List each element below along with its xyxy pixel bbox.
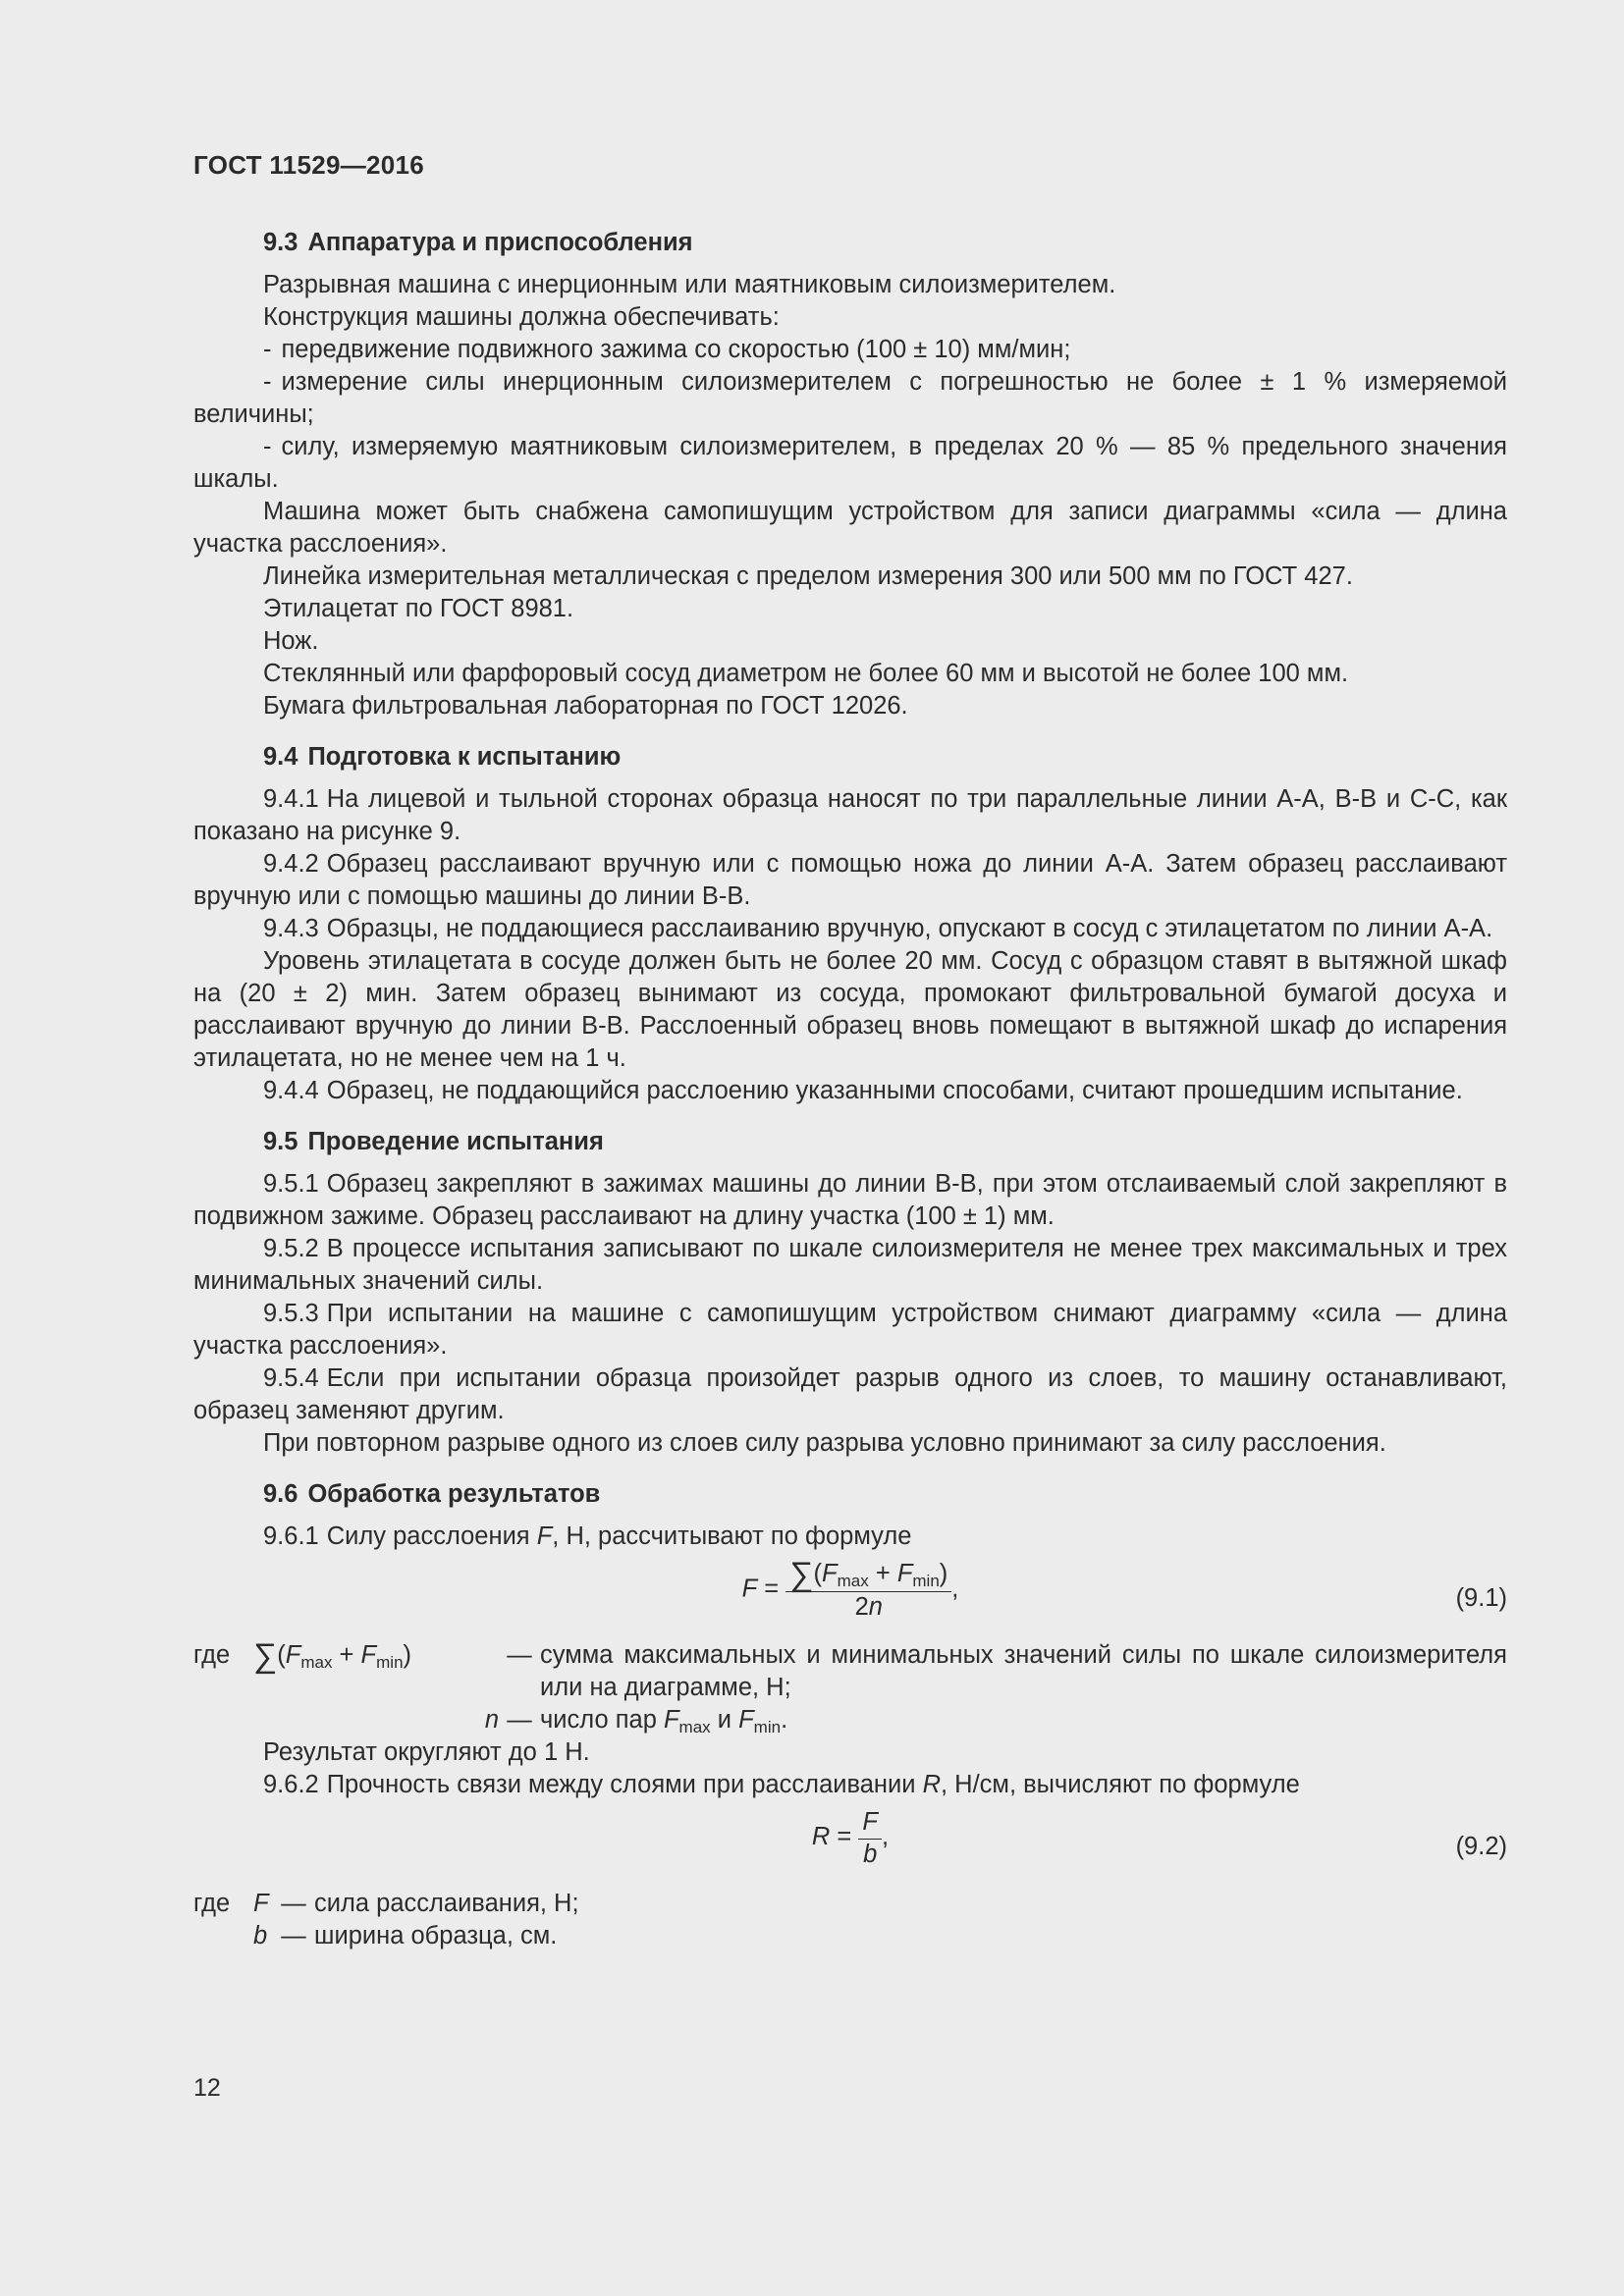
page-content: [193, 149, 1507, 1952]
legend-row: [193, 1920, 1507, 1952]
list-item: [193, 366, 1507, 431]
numerator: [785, 1556, 951, 1593]
equation-number: (9.1): [1455, 1584, 1507, 1612]
formula-comma: ,: [951, 1575, 959, 1603]
clause-9-4-3: [193, 913, 1507, 945]
symbol-F: F: [862, 1808, 878, 1836]
clause-number: 9.6.1: [263, 1522, 319, 1550]
em-dash: —: [507, 1706, 532, 1734]
symbol-F: F: [536, 1522, 553, 1550]
subscript-min: min: [753, 1718, 782, 1736]
clause-number: 9.4.3: [263, 915, 319, 942]
symbol-b: b: [253, 1922, 268, 1949]
legend-row: [193, 1639, 1507, 1704]
clause-number: 9.5.4: [263, 1364, 319, 1392]
symbol-F: F: [253, 1890, 269, 1917]
formula-body: [193, 1807, 1507, 1869]
fraction: [858, 1807, 882, 1869]
standard-header: ГОСТ 11529—2016: [193, 150, 425, 180]
section-heading-9-3: [263, 227, 1507, 259]
clause-text: , Н/см, вычисляют по формуле: [941, 1771, 1300, 1798]
clause-number: 9.6.2: [263, 1771, 319, 1798]
subscript-min: min: [376, 1653, 404, 1672]
paragraph: Стеклянный или фарфоровый сосуд диаметром не более 60 мм и высотой не более 100 мм.: [263, 660, 1349, 687]
symbol-F: F: [738, 1706, 754, 1734]
clause-text: Образец, не поддающийся расслоению указанными способами, считают прошедшим испытание.: [326, 1077, 1463, 1104]
section-title: Аппаратура и приспособления: [307, 229, 693, 256]
text: и: [710, 1706, 739, 1734]
legend-symbol: [253, 1704, 499, 1736]
symbol-b: b: [863, 1841, 878, 1868]
clause-text: Образец расслаивают вручную или с помощью ножа до линии А-А. Затем образец расслаивают вручную или с помощью машины до линии В-В.: [193, 850, 1507, 910]
plus-sign: +: [339, 1641, 354, 1669]
equals-sign: =: [764, 1575, 780, 1603]
list-item: [193, 334, 1507, 366]
clause-9-5-3: [193, 1298, 1507, 1362]
clause-text: Прочность связи между слоями при расслаивании: [326, 1771, 923, 1798]
list-bullet: -: [263, 433, 272, 460]
clause-text: На лицевой и тыльной сторонах образца наносят по три параллельные линии А-А, В-В и С-С, как показано на рисунке 9.: [193, 785, 1507, 845]
clause-text: , Н, рассчитывают по формуле: [552, 1522, 912, 1550]
clause-9-5-1: [193, 1168, 1507, 1233]
clause-9-5-4: [193, 1362, 1507, 1427]
denominator: [785, 1592, 951, 1622]
symbol-F: F: [285, 1641, 301, 1669]
paragraph: Уровень этилацетата в сосуде должен быть не более 20 мм. Сосуд с образцом ставят в вытяжной шкаф на (20 ± 2) мин. Затем образец вынимают из сосуда, промокают фильтровальной бумагой досуха и расслаивают вручную до линии В-В. Расслоенный образец вновь помещают в вытяжной шкаф до испарения этилацетата, но не менее чем на 1 ч.: [193, 947, 1507, 1072]
formula-legend-9-1: [193, 1639, 1507, 1736]
paren: ): [403, 1641, 412, 1669]
formula-comma: ,: [882, 1823, 890, 1851]
numerator: [858, 1807, 882, 1840]
em-dash: —: [507, 1641, 532, 1669]
section-title: Подготовка к испытанию: [307, 743, 622, 771]
clause-9-5-2: [193, 1233, 1507, 1298]
sum-symbol: ∑: [253, 1637, 278, 1675]
symbol-F: F: [822, 1560, 838, 1587]
clause-number: 9.4.2: [263, 850, 319, 878]
legend-text: сумма максимальных и минимальных значений силы по шкале силоизмерителя или на диаграмме, Н;: [540, 1641, 1507, 1701]
clause-9-6-2: [193, 1769, 1507, 1801]
symbol-R: R: [922, 1771, 942, 1798]
clause-text: Образцы, не поддающиеся расслаиванию вручную, опускают в сосуд с этилацетатом по линии А-А.: [326, 915, 1493, 942]
clause-text: В процессе испытания записывают по шкале силоизмерителя не менее трех максимальных и трех минимальных значений силы.: [193, 1235, 1507, 1295]
formula-lhs: R: [811, 1823, 831, 1851]
list-item-text: силу, измеряемую маятниковым силоизмерителем, в пределах 20 % — 85 % предельного значения шкалы.: [193, 433, 1507, 493]
clause-9-4-1: [193, 783, 1507, 848]
where-label: где: [193, 1641, 231, 1669]
section-number: 9.4: [263, 743, 298, 771]
clause-number: 9.5.2: [263, 1235, 319, 1262]
subscript-max: max: [837, 1572, 869, 1590]
clause-number: 9.5.3: [263, 1300, 319, 1327]
subscript-min: min: [912, 1572, 940, 1590]
fraction: [785, 1556, 951, 1622]
list-item: [193, 431, 1507, 496]
formula-9-2: [193, 1807, 1507, 1884]
paragraph: Линейка измерительная металлическая с пределом измерения 300 или 500 мм по ГОСТ 427.: [263, 562, 1353, 590]
paragraph: При повторном разрыве одного из слоев силу разрыва условно принимают за силу расслоения.: [263, 1429, 1386, 1457]
subscript-max: max: [678, 1718, 711, 1736]
paragraph: Машина может быть снабжена самопишущим устройством для записи диаграммы «сила — длина участка расслоения».: [193, 498, 1507, 558]
clause-9-6-1: [193, 1521, 1507, 1553]
paren: (: [813, 1560, 823, 1587]
clause-9-4-2: [193, 848, 1507, 913]
text: число пар: [540, 1706, 664, 1734]
sum-symbol: ∑: [789, 1556, 814, 1593]
clause-text: Образец закрепляют в зажимах машины до линии В-В, при этом отслаиваемый слой закрепляют в подвижном зажиме. Образец расслаивают на длину участка (100 ± 1) мм.: [193, 1170, 1507, 1230]
paragraph: Результат округляют до 1 Н.: [263, 1738, 590, 1766]
symbol-F: F: [360, 1641, 377, 1669]
denominator: [858, 1840, 882, 1869]
formula-legend-9-2: [193, 1888, 1507, 1952]
text: .: [781, 1706, 788, 1734]
equals-sign: =: [837, 1823, 852, 1851]
section-heading-9-6: [263, 1478, 1507, 1511]
legend-text: [540, 1704, 1507, 1736]
legend-symbol: [253, 1888, 273, 1920]
legend-row: [193, 1704, 1507, 1736]
symbol-F: F: [896, 1560, 913, 1587]
formula-lhs: F: [741, 1575, 758, 1603]
legend-text: сила расслаивания, Н;: [314, 1890, 579, 1917]
em-dash: —: [281, 1890, 306, 1917]
list-bullet: -: [263, 336, 272, 363]
symbol-n: n: [484, 1706, 499, 1734]
legend-symbol: [253, 1639, 499, 1673]
plus-sign: +: [875, 1560, 891, 1587]
paragraph: Нож.: [263, 627, 319, 655]
clause-number: 9.5.1: [263, 1170, 319, 1198]
equation-number: (9.2): [1455, 1833, 1507, 1860]
clause-9-4-4: [193, 1075, 1507, 1107]
page-number: 12: [193, 2074, 221, 2102]
paragraph: Этилацетат по ГОСТ 8981.: [263, 595, 574, 622]
subscript-max: max: [300, 1653, 333, 1672]
symbol-n: n: [868, 1593, 883, 1621]
section-heading-9-4: [263, 741, 1507, 774]
where-label: где: [193, 1890, 231, 1917]
denominator-coefficient: 2: [854, 1593, 869, 1621]
section-number: 9.3: [263, 229, 298, 256]
paren: ): [939, 1560, 948, 1587]
em-dash: —: [281, 1922, 306, 1949]
paren: (: [277, 1641, 286, 1669]
section-title: Обработка результатов: [307, 1480, 601, 1508]
list-item-text: измерение силы инерционным силоизмерителем с погрешностью не более ± 1 % измеряемой величины;: [193, 368, 1507, 428]
paragraph: Бумага фильтровальная лабораторная по ГОСТ 12026.: [263, 692, 908, 720]
list-item-text: передвижение подвижного зажима со скоростью (100 ± 10) мм/мин;: [281, 336, 1071, 363]
clause-text: Силу расслоения: [326, 1522, 537, 1550]
section-title: Проведение испытания: [307, 1128, 604, 1155]
formula-body: [193, 1556, 1507, 1622]
clause-number: 9.4.4: [263, 1077, 319, 1104]
list-bullet: -: [263, 368, 272, 396]
symbol-F: F: [663, 1706, 679, 1734]
clause-text: Если при испытании образца произойдет разрыв одного из слоев, то машину останавливают, образец заменяют другим.: [193, 1364, 1507, 1424]
clause-number: 9.4.1: [263, 785, 319, 813]
section-number: 9.6: [263, 1480, 298, 1508]
paragraph: Конструкция машины должна обеспечивать:: [263, 303, 780, 331]
section-heading-9-5: [263, 1126, 1507, 1158]
legend-text: ширина образца, см.: [314, 1922, 558, 1949]
formula-9-1: [193, 1556, 1507, 1635]
legend-row: [193, 1888, 1507, 1920]
clause-text: При испытании на машине с самопишущим устройством снимают диаграмму «сила — длина участка расслоения».: [193, 1300, 1507, 1360]
legend-symbol: [253, 1920, 273, 1952]
paragraph: Разрывная машина с инерционным или маятниковым силоизмерителем.: [263, 271, 1116, 298]
section-number: 9.5: [263, 1128, 298, 1155]
